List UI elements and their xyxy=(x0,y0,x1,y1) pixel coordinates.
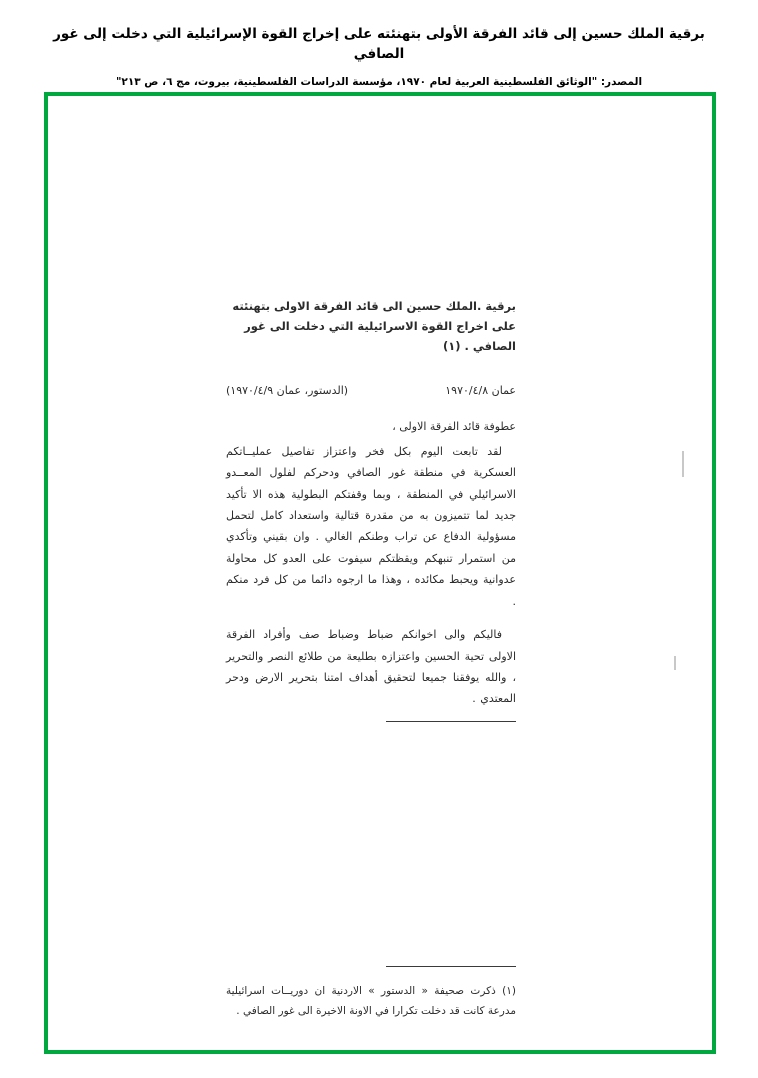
scan-heading: برقية .الملك حسين الى قائد الفرقة الاولى بتهنئته على اخراج القوة الاسرائيلية التي دخلت الى غور الصافي . (١) xyxy=(232,299,516,354)
footnote-block xyxy=(226,981,516,1022)
section-divider xyxy=(386,721,516,722)
dateline-place-date: عمان ١٩٧٠/٤/٨ xyxy=(445,384,516,398)
source-citation: المصدر: "الوثائق الفلسطينية العربية لعام ١٩٧٠، مؤسسة الدراسات الفلسطينية، بيروت، مج ٦، ص ٢١٣" xyxy=(115,75,643,88)
scan-artifact xyxy=(682,451,684,477)
salutation: عطوفة قائد الفرقة الاولى ، xyxy=(392,419,516,433)
scan-text-block xyxy=(226,296,516,722)
scan-frame-border xyxy=(44,92,716,1054)
scanned-page xyxy=(48,96,712,1050)
footnote-divider xyxy=(386,966,516,967)
dateline xyxy=(226,382,516,400)
footnote-text: (١) ذكرت صحيفة « الدستور » الاردنية ان دوريــات اسرائيلية مدرعة كانت قد دخلت تكرارا في الاونة الاخيرة الى غور الصافي . xyxy=(226,985,516,1018)
scan-artifact xyxy=(674,656,676,670)
page-title: برقية الملك حسين إلى قائد الفرقة الأولى بتهنئته على إخراج القوة الإسرائيلية التي دخلت إلى غور الصافي xyxy=(53,26,705,63)
document-header xyxy=(0,0,758,89)
body-paragraph-2: فاليكم والى اخوانكم ضباط وضباط صف وأفراد الفرقة الاولى تحية الحسين واعتزازه بطليعة من طلائع النصر والتحرير ، والله يوفقنا جميعا لتحقيق أهداف امتنا بتحرير الارض ودحر المعتدي . xyxy=(226,628,516,706)
body-paragraph-1: لقد تابعت اليوم بكل فخر واعتزاز تفاصيل عمليــاتكم العسكرية في منطقة غور الصافي ودحركم لفلول المعــدو الاسرائيلي في المنطقة ، وبما وقفتكم البطولية هذه الا تأكيد جديد لما تتميزون به من مقدرة قتالية واستعداد كامل لتحمل مسؤولية الدفاع عن تراب وطنكم الغالي . وان بقيني وتأكدي من استمرار تنبهكم ويقظتكم سيفوت على العدو كل محاولة عدوانية ويحبط مكائده ، وهذا ما ارجوه دائما من كل فرد منكم . xyxy=(226,444,516,608)
dateline-source: (الدستور، عمان ١٩٧٠/٤/٩) xyxy=(226,384,349,398)
